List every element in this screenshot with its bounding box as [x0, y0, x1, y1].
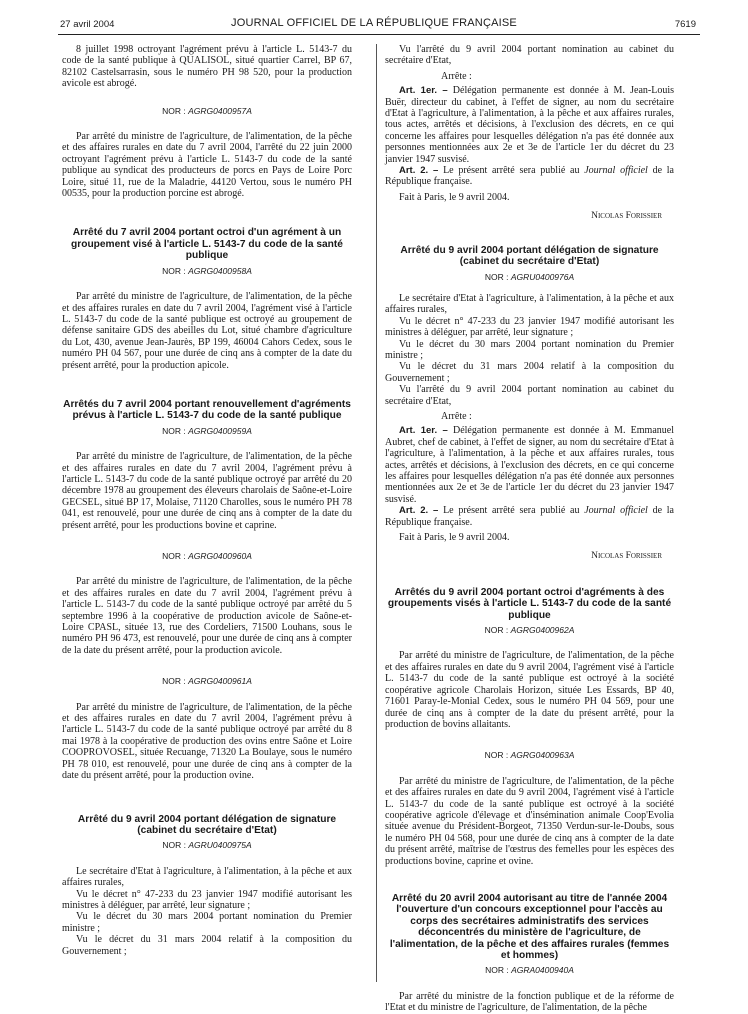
nor-reference: NOR : AGRG0400959A [162, 425, 252, 436]
arrete-label: Arrête : [441, 70, 472, 82]
nor-reference: NOR : AGRG0400962A [484, 625, 575, 636]
decree-title: Arrêté du 9 avril 2004 portant délégation de signature (cabinet du secrétaire d'Etat) [400, 244, 659, 268]
decree-title: Arrêtés du 9 avril 2004 portant octroi d'agréments à des groupements visés à l'article L. 5143-7 du code de la santé publique [387, 586, 672, 621]
signatory-name: Nicolas Forissier [591, 551, 662, 562]
signatory-name: Nicolas Forissier [591, 211, 662, 222]
decree-title: Arrêtés du 7 avril 2004 portant renouvellement d'agréments prévus à l'article L. 5143-7 du code de la santé publique [63, 398, 351, 422]
decree-paragraph: Par arrêté du ministre de l'agriculture, de l'alimentation, de la pêche et des affaires rurales en date du 7 avril 2004, l'agrément prévu à l'article L. 5143-7 du code de la santé publique octroyé par arrêté du 20 décembre 1978 au groupement des éleveurs charolais de Saône-et-Loire GECSEL, situé BP 17, Molaise, 71120 Charolles, sous le numéro PH 78 041, est renouvelé, pour une durée de cinq ans à compter de la date du présent arrêté, pour les productions bovine et caprine. [62, 451, 352, 531]
decree-paragraph: Par arrêté du ministre de l'agriculture, de l'alimentation, de la pêche et des affaires rurales en date du 7 avril 2004, l'arrêté du 22 juin 2000 octroyant l'agrément prévu à l'article L. 5143-7 du code de la santé publique au syndicat des producteurs de porcs en Pays de Loire Porc Loire, situé 11, rue de la Maladrie, 44120 Vertou, sous le numéro PH 00535, pour la production porcine est abrogé. [62, 131, 352, 200]
left-column [62, 44, 352, 957]
decree-paragraph: Par arrêté du ministre de l'agriculture, de l'alimentation, de la pêche et des affaires rurales en date du 7 avril 2004, l'agrément prévu à l'article L. 5143-7 du code de la santé publique octroyé par arrêté du 5 septembre 1996 à la coopérative de production avicole de Saône-et-Loire CPASL, située 13, rue des Cordeliers, 71500 Louhans, sous le numéro PH 96 473, est renouvelé, pour une durée de cinq ans à compter de la date du présent arrêté, pour la production avicole. [62, 576, 352, 656]
arrete-label: Arrête : [441, 410, 472, 422]
article-paragraph: Art. 1er. – Délégation permanente est donnée à M. Emmanuel Aubret, chef de cabinet, à l'effet de signer, au nom du secrétaire d'Etat à l'agriculture, à l'alimentation, à la pêche et aux affaires rurales, tous actes, arrêtés et décisions, à l'exclusion des décrets, en ce qui concerne les affaires pour lesquelles délégation n'a pas été donnée aux personnes mentionnées aux 2e et 3e de l'article 1er du décret du 23 janvier 1947 susvisé. [385, 425, 674, 505]
nor-code: AGRA0400940A [511, 965, 574, 976]
nor-reference: NOR : AGRA0400940A [485, 965, 574, 976]
nor-code: AGRG0400959A [188, 425, 252, 436]
nor-code: AGRU0400976A [510, 271, 575, 282]
decree-paragraph: Vu l'arrêté du 9 avril 2004 portant nomination au cabinet du secrétaire d'Etat, [385, 44, 674, 67]
decree-paragraph: Par arrêté du ministre de l'agriculture, de l'alimentation, de la pêche et des affaires rurales en date du 9 avril 2004, l'agrément visé à l'article L. 5143-7 du code de la santé publique est octroyé à la société coopérative agricole Charolais Horizon, située Les Essards, BP 40, 71601 Paray-le-Monial Cedex, sous le numéro PH 04 569, pour une durée de cinq ans à compter de la date du présent arrêté, pour la production de bovins allaitants. [385, 650, 674, 730]
decree-paragraph: Par arrêté du ministre de l'agriculture, de l'alimentation, de la pêche et des affaires rurales en date du 9 avril 2004, l'agrément visé à l'article L. 5143-7 du code de la santé publique est octroyé à la société coopérative agricole d'élevage et d'insémination animale Coop'Evolia située avenue du Président-Borgeot, 71350 Verdun-sur-le-Doubs, sous le numéro PH 04 568, pour une durée de cinq ans à compter de la date du présent arrêté, maîtrise de l'œstrus des femelles pour les espèces des productions bovine, caprine et ovine. [385, 775, 674, 867]
signature-place-date: Fait à Paris, le 9 avril 2004. [399, 532, 510, 544]
nor-code: AGRG0400957A [188, 105, 252, 116]
decree-paragraph: Vu le décret du 31 mars 2004 relatif à la composition du Gouvernement ; [62, 934, 352, 957]
article-paragraph: Art. 1er. – Délégation permanente est donnée à M. Jean-Louis Buër, directeur du cabinet, à l'effet de signer, au nom du secrétaire d'Etat à l'agriculture, à l'alimentation, à la pêche et aux affaires rurales, tous actes, arrêtés et décisions, à l'exclusion des décrets, en ce qui concerne les affaires pour lesquelles délégation n'a pas été donnée aux personnes mentionnées aux 2e et 3e de l'article 1er du décret du 23 janvier 1947 susvisé. [385, 85, 674, 165]
nor-reference: NOR : AGRG0400958A [162, 265, 252, 276]
nor-code: AGRG0400963A [510, 750, 575, 761]
nor-code: AGRG0400962A [510, 625, 575, 636]
nor-reference: NOR : AGRU0400975A [162, 840, 252, 851]
nor-code: AGRG0400960A [188, 551, 252, 561]
article-paragraph: Art. 2. – Le présent arrêté sera publié au Journal officiel de la République française. [385, 165, 674, 188]
header-rule [58, 34, 700, 35]
nor-reference: NOR : AGRG0400963A [484, 750, 575, 761]
nor-code: AGRG0400961A [188, 676, 252, 687]
decree-paragraph: Vu l'arrêté du 9 avril 2004 portant nomination au cabinet du secrétaire d'Etat, [385, 384, 674, 407]
decree-paragraph: Par arrêté du ministre de la fonction publique et de la réforme de l'Etat et du ministre de l'agriculture, de l'alimentation, de la pêche [385, 990, 674, 1014]
signature-place-date: Fait à Paris, le 9 avril 2004. [399, 191, 510, 203]
decree-title: Arrêté du 7 avril 2004 portant octroi d'un agrément à un groupement visé à l'article L. 5143-7 du code de la santé publique [71, 227, 343, 262]
decree-paragraph: Le secrétaire d'Etat à l'agriculture, à l'alimentation, à la pêche et aux affaires rurales, [62, 865, 352, 889]
decree-paragraph: Vu le décret du 31 mars 2004 relatif à la composition du Gouvernement ; [385, 361, 674, 384]
nor-reference: NOR : AGRG0400961A [162, 676, 252, 687]
decree-title: Arrêté du 9 avril 2004 portant délégation de signature (cabinet du secrétaire d'Etat) [77, 813, 337, 836]
nor-code: AGRU0400975A [188, 840, 252, 851]
nor-reference: NOR : AGRG0400960A [162, 551, 252, 561]
decree-paragraph: Par arrêté du ministre de l'agriculture, de l'alimentation, de la pêche et des affaires rurales en date du 7 avril 2004, l'agrément prévu à l'article L. 5143-7 du code de la santé publique octroyé par arrêté du 8 mai 1978 à la coopérative de production des ovins entre Saône et Loire COOPROVOSEL, située Recuange, 71320 La Boulaye, sous le numéro PH 78 010, est renouvelé, pour une durée de cinq ans à compter de la date du présent arrêté, pour la production ovine. [62, 701, 352, 782]
nor-reference: NOR : AGRU0400976A [484, 271, 575, 282]
decree-paragraph: Vu le décret n° 47-233 du 23 janvier 1947 modifié autorisant les ministres à déléguer, par arrêté, leur signature ; [385, 315, 674, 339]
nor-code: AGRG0400958A [188, 265, 252, 276]
right-column [385, 44, 674, 1014]
article-paragraph: Art. 2. – Le présent arrêté sera publié au Journal officiel de la République française. [385, 505, 674, 528]
header-date: 27 avril 2004 [60, 19, 115, 30]
nor-reference: NOR : AGRG0400957A [162, 105, 252, 116]
page-header [0, 0, 748, 40]
decree-paragraph: Vu le décret du 30 mars 2004 portant nomination du Premier ministre ; [62, 911, 352, 934]
decree-paragraph: Par arrêté du ministre de l'agriculture, de l'alimentation, de la pêche et des affaires rurales en date du 7 avril 2004, l'agrément visé à l'article L. 5143-7 du code de la santé publique est octroyé au groupement de défense sanitaire GDS des abeilles du Lot, situé chambre d'agriculture du Lot, 430, avenue Jean-Jaurès, BP 199, 46004 Cahors Cedex, sous le numéro PH 04 567, pour une durée de cinq ans à compter de la date du présent arrêté, pour la production apicole. [62, 291, 352, 371]
decree-paragraph: Le secrétaire d'Etat à l'agriculture, à l'alimentation, à la pêche et aux affaires rurales, [385, 292, 674, 316]
intro-paragraph: 8 juillet 1998 octroyant l'agrément prévu à l'article L. 5143-7 du code de la santé publique à QUALISOL, situé quartier Carrel, BP 67, 82102 Castelsarrasin, sous le numéro PH 98 520, pour la production avicole est abrogé. [62, 44, 352, 90]
decree-title: Arrêté du 20 avril 2004 autorisant au titre de l'année 2004 l'ouverture d'un concours exceptionnel pour l'accès au corps des secrétaires administratifs des services déconcentrés du ministère de l'agriculture, de l'alimentation, de la pêche et des affaires rurales (femmes et hommes) [389, 892, 670, 961]
decree-paragraph: Vu le décret n° 47-233 du 23 janvier 1947 modifié autorisant les ministres à déléguer, par arrêté, leur signature ; [62, 888, 352, 911]
page-number: 7619 [674, 19, 696, 30]
decree-paragraph: Vu le décret du 30 mars 2004 portant nomination du Premier ministre ; [385, 338, 674, 361]
column-divider [376, 44, 377, 982]
journal-title: JOURNAL OFFICIEL DE LA RÉPUBLIQUE FRANÇAISE [231, 17, 517, 29]
